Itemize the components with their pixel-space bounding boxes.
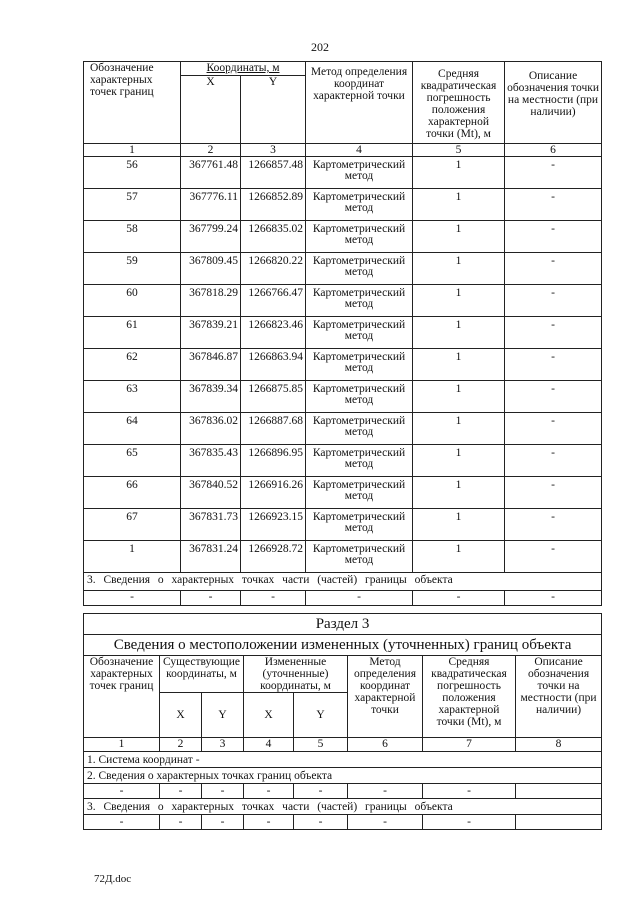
cell-method: Картометрический метод (306, 413, 413, 445)
cell-y: 1266857.48 (241, 157, 306, 189)
cell-desc: - (505, 189, 602, 221)
cell-mt: 1 (413, 541, 505, 573)
header-error: Средняя квадратическая погрешность положения характерной точки (Mt), м (423, 656, 516, 738)
cell: - (84, 784, 160, 799)
cell: - (348, 815, 423, 830)
cell-point: 64 (84, 413, 181, 445)
col-num: 1 (84, 738, 160, 752)
cell: - (84, 591, 181, 606)
cell-x: 367761.48 (181, 157, 241, 189)
cell-method: Картометрический метод (306, 253, 413, 285)
cell-y: 1266820.22 (241, 253, 306, 285)
cell-y: 1266923.15 (241, 509, 306, 541)
cell-mt: 1 (413, 349, 505, 381)
cell: - (202, 815, 244, 830)
cell-x: 367835.43 (181, 445, 241, 477)
cell-mt: 1 (413, 317, 505, 349)
col-num: 6 (505, 144, 602, 157)
section2-row (84, 784, 602, 799)
cell-x: 367831.73 (181, 509, 241, 541)
table-row (84, 189, 602, 221)
cell-desc: - (505, 221, 602, 253)
cell-x: 367839.34 (181, 381, 241, 413)
header-changed-x: X (244, 693, 294, 738)
header-existing: Существующие координаты, м (160, 656, 244, 693)
cell-desc: - (505, 157, 602, 189)
col-num: 4 (244, 738, 294, 752)
col-num: 3 (241, 144, 306, 157)
table-row (84, 349, 602, 381)
cell-method: Картометрический метод (306, 477, 413, 509)
section-subtitle: Сведения о местоположении измененных (уточненных) границ объекта (84, 635, 602, 656)
cell-x: 367839.21 (181, 317, 241, 349)
cell-mt: 1 (413, 509, 505, 541)
cell: - (294, 784, 348, 799)
col-num: 8 (516, 738, 602, 752)
cell-point: 63 (84, 381, 181, 413)
cell-point: 57 (84, 189, 181, 221)
header-designation: Обозначение характерных точек границ (84, 656, 160, 738)
header-coordinates-label: Координаты, м (206, 62, 280, 74)
cell-y: 1266887.68 (241, 413, 306, 445)
cell-mt: 1 (413, 157, 505, 189)
cell-desc: - (505, 253, 602, 285)
cell: - (160, 784, 202, 799)
coord-system-row: 1. Система координат - (84, 752, 602, 768)
cell-y: 1266852.89 (241, 189, 306, 221)
cell-desc: - (505, 285, 602, 317)
cell-point: 65 (84, 445, 181, 477)
header-error: Средняя квадратическая погрешность положения характерной точки (Mt), м (413, 62, 505, 144)
table-row (84, 381, 602, 413)
section3-row (84, 815, 602, 830)
cell-mt: 1 (413, 477, 505, 509)
boundary-points-table (83, 61, 602, 606)
cell-method: Картометрический метод (306, 381, 413, 413)
cell-desc: - (505, 477, 602, 509)
table-row (84, 317, 602, 349)
cell-point: 59 (84, 253, 181, 285)
cell (516, 784, 602, 799)
cell-mt: 1 (413, 413, 505, 445)
cell-point: 66 (84, 477, 181, 509)
cell-point: 60 (84, 285, 181, 317)
table-row (84, 221, 602, 253)
cell-y: 1266896.95 (241, 445, 306, 477)
cell-method: Картометрический метод (306, 221, 413, 253)
cell: - (423, 784, 516, 799)
cell: - (505, 591, 602, 606)
cell-method: Картометрический метод (306, 349, 413, 381)
cell-point: 62 (84, 349, 181, 381)
cell-point: 58 (84, 221, 181, 253)
cell-point: 56 (84, 157, 181, 189)
cell-y: 1266766.47 (241, 285, 306, 317)
table-row (84, 285, 602, 317)
cell-method: Картометрический метод (306, 317, 413, 349)
cell-desc: - (505, 349, 602, 381)
cell-mt: 1 (413, 221, 505, 253)
cell: - (181, 591, 241, 606)
changed-boundaries-table (83, 613, 602, 830)
cell-mt: 1 (413, 445, 505, 477)
cell: - (244, 784, 294, 799)
col-num: 2 (181, 144, 241, 157)
footer-filename: 72Д.doc (94, 873, 132, 885)
header-y: Y (241, 76, 306, 144)
header-existing-y: Y (202, 693, 244, 738)
cell: - (348, 784, 423, 799)
section3-heading: 3. Сведения о характерных точках части (частей) границы объекта (84, 799, 602, 815)
header-method: Метод определения координат характерной точки (306, 62, 413, 144)
section3-heading: 3. Сведения о характерных точках части (частей) границы объекта (84, 573, 602, 591)
cell-x: 367799.24 (181, 221, 241, 253)
cell: - (423, 815, 516, 830)
cell-desc: - (505, 413, 602, 445)
cell-mt: 1 (413, 285, 505, 317)
cell-x: 367818.29 (181, 285, 241, 317)
cell-x: 367809.45 (181, 253, 241, 285)
section2-heading: 2. Сведения о характерных точках границ объекта (84, 768, 602, 784)
col-num: 5 (413, 144, 505, 157)
cell-y: 1266916.26 (241, 477, 306, 509)
cell-y: 1266863.94 (241, 349, 306, 381)
section-title: Раздел 3 (84, 614, 602, 635)
cell-method: Картометрический метод (306, 509, 413, 541)
col-num: 3 (202, 738, 244, 752)
table-row (84, 477, 602, 509)
header-changed: Измененные (уточненные) координаты, м (244, 656, 348, 693)
table-row (84, 541, 602, 573)
cell-point: 1 (84, 541, 181, 573)
header-x: X (181, 76, 241, 144)
cell-x: 367846.87 (181, 349, 241, 381)
cell-desc: - (505, 317, 602, 349)
cell-x: 367836.02 (181, 413, 241, 445)
cell: - (241, 591, 306, 606)
header-description: Описание обозначения точки на местности (при наличии) (505, 62, 602, 144)
table-row (84, 253, 602, 285)
cell-desc: - (505, 381, 602, 413)
col-num: 1 (84, 144, 181, 157)
cell-y: 1266823.46 (241, 317, 306, 349)
col-num: 2 (160, 738, 202, 752)
cell: - (84, 815, 160, 830)
header-existing-x: X (160, 693, 202, 738)
header-changed-y: Y (294, 693, 348, 738)
column-numbers-row (84, 738, 602, 752)
col-num: 5 (294, 738, 348, 752)
table-row (84, 157, 602, 189)
cell-method: Картометрический метод (306, 445, 413, 477)
cell: - (160, 815, 202, 830)
cell-point: 67 (84, 509, 181, 541)
cell-x: 367776.11 (181, 189, 241, 221)
col-num: 7 (423, 738, 516, 752)
header-description: Описание обозначения точки на местности (при наличии) (516, 656, 602, 738)
column-numbers-row (84, 144, 602, 157)
cell: - (306, 591, 413, 606)
cell-method: Картометрический метод (306, 157, 413, 189)
cell-desc: - (505, 509, 602, 541)
col-num: 6 (348, 738, 423, 752)
cell-x: 367831.24 (181, 541, 241, 573)
cell: - (244, 815, 294, 830)
cell-mt: 1 (413, 253, 505, 285)
cell-mt: 1 (413, 381, 505, 413)
cell-point: 61 (84, 317, 181, 349)
cell-y: 1266928.72 (241, 541, 306, 573)
table-row (84, 445, 602, 477)
section3-row (84, 591, 602, 606)
header-coordinates (181, 62, 306, 76)
cell-desc: - (505, 541, 602, 573)
cell: - (202, 784, 244, 799)
cell: - (413, 591, 505, 606)
table-row (84, 413, 602, 445)
cell-desc: - (505, 445, 602, 477)
cell-y: 1266875.85 (241, 381, 306, 413)
cell-method: Картометрический метод (306, 541, 413, 573)
cell-method: Картометрический метод (306, 285, 413, 317)
cell: - (294, 815, 348, 830)
header-designation: Обозначение характерных точек границ (84, 62, 181, 144)
table-row (84, 509, 602, 541)
header-method: Метод определения координат характерной точки (348, 656, 423, 738)
cell (516, 815, 602, 830)
cell-x: 367840.52 (181, 477, 241, 509)
cell-method: Картометрический метод (306, 189, 413, 221)
cell-y: 1266835.02 (241, 221, 306, 253)
page-number: 202 (311, 40, 329, 54)
col-num: 4 (306, 144, 413, 157)
cell-mt: 1 (413, 189, 505, 221)
